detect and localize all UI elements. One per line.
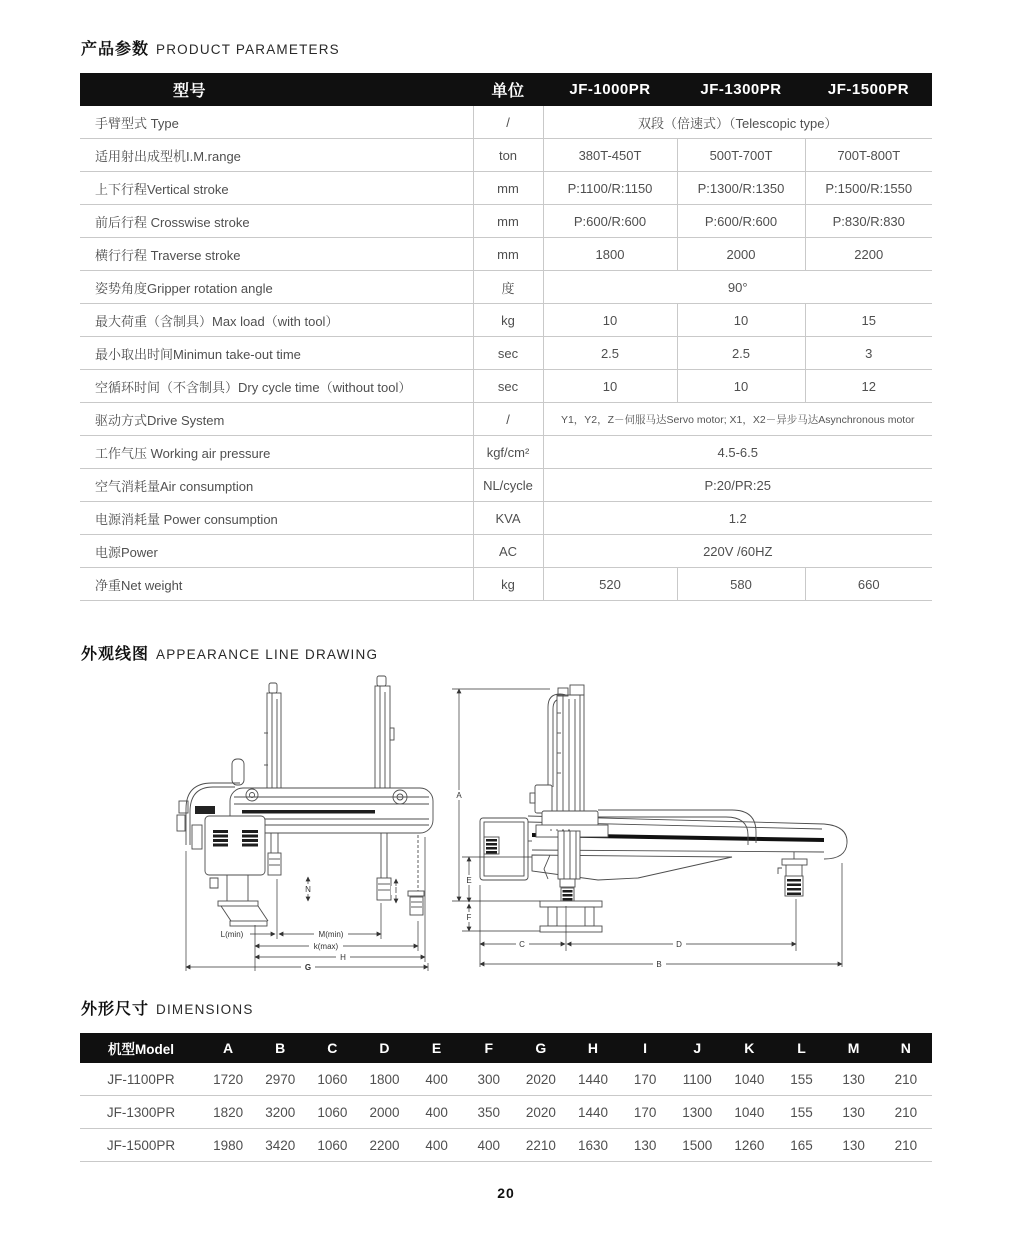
parameter-label: 最大荷重（含制具）Max load（with tool） xyxy=(80,304,473,337)
dim-header-J: J xyxy=(671,1033,723,1063)
dimension-model: JF-1300PR xyxy=(80,1096,202,1129)
dimensions-header-row xyxy=(80,1033,932,1063)
parameter-label: 空循环时间（不含制具）Dry cycle time（without tool） xyxy=(80,370,473,403)
parameter-unit: mm xyxy=(473,172,543,205)
parameter-label: 上下行程Vertical stroke xyxy=(80,172,473,205)
dim-header-G: G xyxy=(515,1033,567,1063)
parameter-row xyxy=(80,469,932,502)
dimension-value: 1440 xyxy=(567,1096,619,1129)
dimension-value: 1100 xyxy=(671,1063,723,1096)
parameter-unit: AC xyxy=(473,535,543,568)
parameter-value-span: 双段（倍速式）（Telescopic type） xyxy=(543,106,932,139)
dimension-value: 2970 xyxy=(254,1063,306,1096)
dimension-value: 400 xyxy=(411,1096,463,1129)
parameter-value: 2.5 xyxy=(677,337,805,370)
dim-header-A: A xyxy=(202,1033,254,1063)
dimension-value: 1060 xyxy=(306,1096,358,1129)
dimension-value: 210 xyxy=(880,1129,932,1162)
parameter-row xyxy=(80,370,932,403)
dim-label-b: B xyxy=(656,960,662,969)
dimension-value: 1820 xyxy=(202,1096,254,1129)
dimension-value: 1500 xyxy=(671,1129,723,1162)
header-unit: 单位 xyxy=(473,73,543,106)
parameter-label: 驱动方式Drive System xyxy=(80,403,473,436)
appearance-line-drawing-svg xyxy=(80,673,932,981)
parameter-value: 2000 xyxy=(677,238,805,271)
dimensions-title-zh: 外形尺寸 xyxy=(81,1001,150,1018)
parameter-value: 10 xyxy=(543,370,677,403)
dimension-value: 2210 xyxy=(515,1129,567,1162)
dimension-value: 1630 xyxy=(567,1129,619,1162)
parameter-row xyxy=(80,568,932,601)
parameter-value: 12 xyxy=(805,370,932,403)
parameter-value-span: 1.2 xyxy=(543,502,932,535)
dimension-value: 1440 xyxy=(567,1063,619,1096)
parameters-table-body xyxy=(80,106,932,601)
dimension-value: 300 xyxy=(463,1063,515,1096)
dim-label-h: H xyxy=(340,953,346,962)
parameter-unit: mm xyxy=(473,238,543,271)
dimension-value: 1040 xyxy=(723,1063,775,1096)
parameter-value: 1800 xyxy=(543,238,677,271)
dimension-value: 400 xyxy=(411,1063,463,1096)
parameter-unit: sec xyxy=(473,337,543,370)
parameter-row xyxy=(80,205,932,238)
parameter-value: 380T-450T xyxy=(543,139,677,172)
dim-header-E: E xyxy=(411,1033,463,1063)
dimensions-title-en: DIMENSIONS xyxy=(156,1002,254,1017)
parameters-title-zh: 产品参数 xyxy=(81,41,150,58)
parameter-value: 3 xyxy=(805,337,932,370)
dim-label-a: A xyxy=(456,791,462,800)
header-model-2: JF-1300PR xyxy=(677,73,805,106)
dimension-value: 1060 xyxy=(306,1063,358,1096)
parameter-row xyxy=(80,238,932,271)
parameter-label: 最小取出时间Minimun take-out time xyxy=(80,337,473,370)
parameter-value-span: Y1，Y2，Z－伺服马达Servo motor; X1，X2－异步马达Asynchronous motor xyxy=(543,403,932,436)
parameter-unit: kg xyxy=(473,304,543,337)
parameter-value: 10 xyxy=(677,304,805,337)
parameter-label: 电源消耗量 Power consumption xyxy=(80,502,473,535)
dim-header-F: F xyxy=(463,1033,515,1063)
parameter-row xyxy=(80,337,932,370)
parameter-unit: NL/cycle xyxy=(473,469,543,502)
drawing-section-title xyxy=(81,641,378,664)
dimension-value: 400 xyxy=(411,1129,463,1162)
dimension-value: 1980 xyxy=(202,1129,254,1162)
parameter-row xyxy=(80,304,932,337)
dimension-value: 1720 xyxy=(202,1063,254,1096)
dimension-value: 210 xyxy=(880,1096,932,1129)
dimension-value: 130 xyxy=(828,1096,880,1129)
parameter-label: 姿势角度Gripper rotation angle xyxy=(80,271,473,304)
parameter-row xyxy=(80,436,932,469)
parameter-label: 前后行程 Crosswise stroke xyxy=(80,205,473,238)
dimension-value: 155 xyxy=(775,1096,827,1129)
dimension-value: 170 xyxy=(619,1063,671,1096)
dimension-value: 400 xyxy=(463,1129,515,1162)
dimension-model: JF-1100PR xyxy=(80,1063,202,1096)
parameter-label: 横行行程 Traverse stroke xyxy=(80,238,473,271)
parameters-title-en: PRODUCT PARAMETERS xyxy=(156,42,340,57)
page-number: 20 xyxy=(497,1185,515,1201)
dimensions-table-body xyxy=(80,1063,932,1162)
parameter-label: 净重Net weight xyxy=(80,568,473,601)
dim-header-K: K xyxy=(723,1033,775,1063)
parameter-label: 手臂型式 Type xyxy=(80,106,473,139)
dimension-value: 2020 xyxy=(515,1096,567,1129)
dim-label-d: D xyxy=(676,940,682,949)
parameter-row xyxy=(80,535,932,568)
parameter-label: 空气消耗量Air consumption xyxy=(80,469,473,502)
parameter-value: 580 xyxy=(677,568,805,601)
parameter-value: 660 xyxy=(805,568,932,601)
dimension-value: 170 xyxy=(619,1096,671,1129)
parameters-table xyxy=(80,73,932,601)
parameter-row xyxy=(80,271,932,304)
dimension-value: 2200 xyxy=(358,1129,410,1162)
parameter-label: 电源Power xyxy=(80,535,473,568)
dim-header-D: D xyxy=(358,1033,410,1063)
dimension-value: 165 xyxy=(775,1129,827,1162)
dimension-value: 130 xyxy=(828,1129,880,1162)
parameter-unit: / xyxy=(473,106,543,139)
dim-header-N: N xyxy=(880,1033,932,1063)
dimension-value: 3420 xyxy=(254,1129,306,1162)
parameter-value-span: 220V /60HZ xyxy=(543,535,932,568)
parameter-value: 520 xyxy=(543,568,677,601)
parameter-value: 700T-800T xyxy=(805,139,932,172)
dimension-value: 350 xyxy=(463,1096,515,1129)
dimension-value: 130 xyxy=(828,1063,880,1096)
dimension-row xyxy=(80,1096,932,1129)
parameter-value: 10 xyxy=(677,370,805,403)
parameter-row xyxy=(80,139,932,172)
dim-header-M: M xyxy=(828,1033,880,1063)
parameter-unit: kgf/cm² xyxy=(473,436,543,469)
dimension-row xyxy=(80,1129,932,1162)
dimension-value: 1300 xyxy=(671,1096,723,1129)
parameter-label: 适用射出成型机I.M.range xyxy=(80,139,473,172)
parameter-row xyxy=(80,106,932,139)
parameter-row xyxy=(80,502,932,535)
parameter-value: 10 xyxy=(543,304,677,337)
dimension-row xyxy=(80,1063,932,1096)
drawing-title-zh: 外观线图 xyxy=(81,646,150,663)
dim-label-i: I xyxy=(394,886,398,895)
dimension-value: 130 xyxy=(619,1129,671,1162)
dimension-value: 1260 xyxy=(723,1129,775,1162)
dimensions-table xyxy=(80,1033,932,1162)
drawing-title-en: APPEARANCE LINE DRAWING xyxy=(156,647,379,662)
parameter-unit: mm xyxy=(473,205,543,238)
parameter-unit: ton xyxy=(473,139,543,172)
parameter-value: P:600/R:600 xyxy=(677,205,805,238)
dim-header-B: B xyxy=(254,1033,306,1063)
dim-label-mmin: M(min) xyxy=(318,930,344,939)
parameter-unit: 度 xyxy=(473,271,543,304)
dim-label-f: F xyxy=(466,913,472,922)
dimensions-table-header xyxy=(80,1033,932,1063)
parameter-value: P:600/R:600 xyxy=(543,205,677,238)
dimension-value: 2000 xyxy=(358,1096,410,1129)
parameter-value: P:1500/R:1550 xyxy=(805,172,932,205)
parameter-value-span: 90° xyxy=(543,271,932,304)
parameter-unit: / xyxy=(473,403,543,436)
dimension-value: 3200 xyxy=(254,1096,306,1129)
dimension-value: 1060 xyxy=(306,1129,358,1162)
parameters-table-header xyxy=(80,73,932,106)
parameter-row xyxy=(80,172,932,205)
parameter-row xyxy=(80,403,932,436)
front-view-machine xyxy=(480,685,847,932)
dim-label-g: G xyxy=(304,963,312,972)
parameter-value: 500T-700T xyxy=(677,139,805,172)
dimension-value: 210 xyxy=(880,1063,932,1096)
dimension-model: JF-1500PR xyxy=(80,1129,202,1162)
parameter-value: 15 xyxy=(805,304,932,337)
dim-label-lmin: L(min) xyxy=(220,930,244,939)
parameter-value-span: 4.5-6.5 xyxy=(543,436,932,469)
dimension-value: 1800 xyxy=(358,1063,410,1096)
dim-header-C: C xyxy=(306,1033,358,1063)
parameter-unit: kg xyxy=(473,568,543,601)
dim-header-I: I xyxy=(619,1033,671,1063)
parameter-value: P:1300/R:1350 xyxy=(677,172,805,205)
parameters-header-row xyxy=(80,73,932,106)
header-model: 型号 xyxy=(80,73,473,106)
parameter-label: 工作气压 Working air pressure xyxy=(80,436,473,469)
dimension-value: 155 xyxy=(775,1063,827,1096)
parameters-section-title xyxy=(81,36,340,59)
header-model-1: JF-1000PR xyxy=(543,73,677,106)
parameter-value: 2.5 xyxy=(543,337,677,370)
dimensions-section-title xyxy=(81,996,254,1019)
parameter-value: P:1100/R:1150 xyxy=(543,172,677,205)
dim-header-model: 机型Model xyxy=(80,1033,202,1063)
parameter-value: 2200 xyxy=(805,238,932,271)
dim-label-e: E xyxy=(466,876,472,885)
appearance-line-drawing xyxy=(80,673,932,981)
dimension-value: 2020 xyxy=(515,1063,567,1096)
parameter-value-span: P:20/PR:25 xyxy=(543,469,932,502)
header-model-3: JF-1500PR xyxy=(805,73,932,106)
dim-label-n: N xyxy=(305,885,311,894)
parameter-unit: KVA xyxy=(473,502,543,535)
dim-label-c: C xyxy=(519,940,525,949)
dim-header-H: H xyxy=(567,1033,619,1063)
parameter-unit: sec xyxy=(473,370,543,403)
parameter-value: P:830/R:830 xyxy=(805,205,932,238)
dim-header-L: L xyxy=(775,1033,827,1063)
dim-label-kmax: k(max) xyxy=(313,942,339,951)
dimension-value: 1040 xyxy=(723,1096,775,1129)
